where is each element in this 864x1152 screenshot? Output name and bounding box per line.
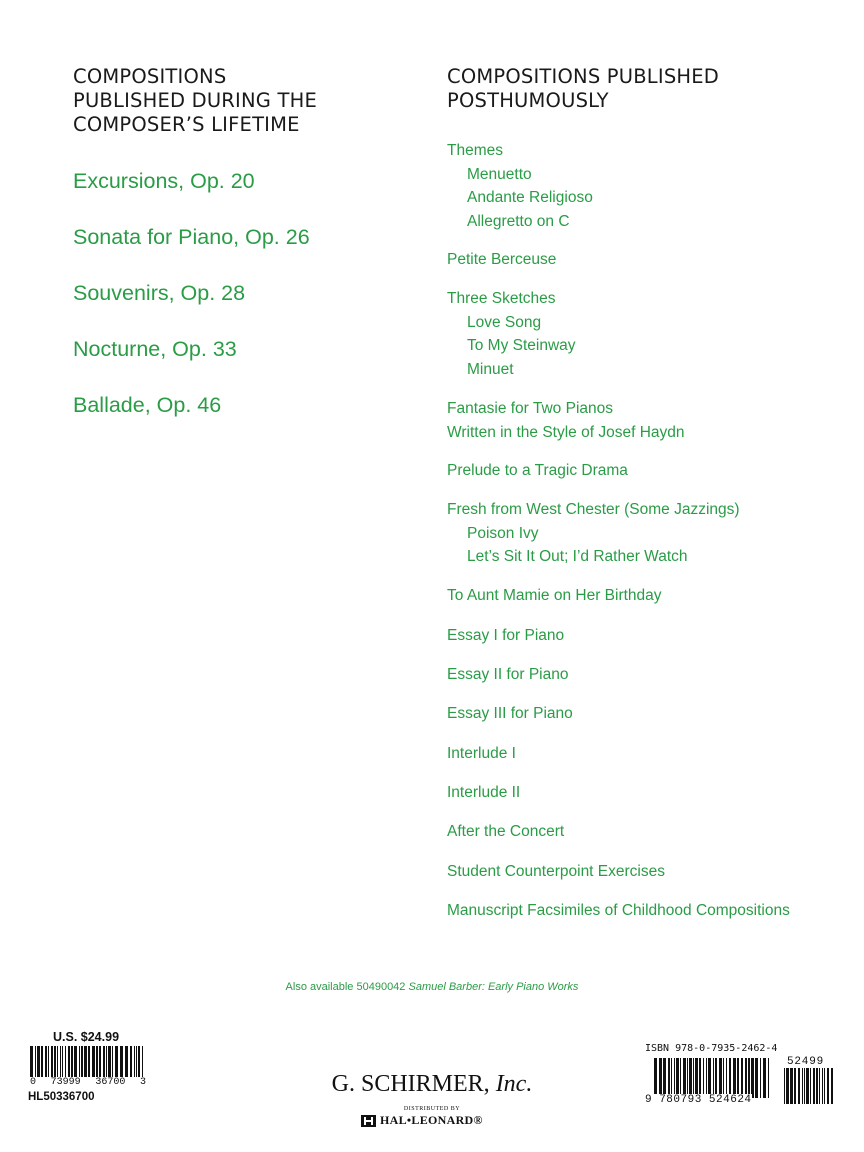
distributed-by-label: DISTRIBUTED BY	[403, 1106, 461, 1112]
price-addon-barcode	[782, 1068, 836, 1104]
price-label: U.S. $24.99	[53, 1030, 120, 1044]
upc-digit-group: 3	[139, 1077, 146, 1088]
composition-title: Essay I for Piano	[447, 627, 565, 644]
barcode-bar	[676, 1058, 679, 1098]
barcode-bar	[683, 1058, 686, 1098]
upc-digit-group: 36700	[95, 1077, 126, 1088]
composition-item: Excursions, Op. 20	[73, 169, 255, 193]
barcode-bar	[751, 1058, 754, 1098]
barcode-bar	[755, 1058, 758, 1098]
heading-line: COMPOSITIONS	[73, 65, 227, 88]
composition-item: Sonata for Piano, Op. 26	[73, 225, 310, 249]
isbn-digits: 9 780793 524624	[645, 1094, 752, 1106]
barcode-bar	[695, 1058, 698, 1098]
barcode-bar	[824, 1068, 825, 1104]
distributor-logo	[361, 1113, 483, 1128]
composition-entry	[447, 781, 520, 805]
composition-entry	[447, 397, 685, 444]
composition-movement: Love Song	[467, 313, 542, 331]
composition-entry	[447, 287, 576, 381]
barcode-bar	[786, 1068, 789, 1104]
publisher-name-suffix: Inc.	[495, 1071, 533, 1097]
hal-leonard-logo-icon	[361, 1115, 376, 1127]
barcode-bar	[822, 1068, 823, 1104]
lifetime-compositions-list	[73, 167, 310, 447]
composition-entry	[447, 584, 662, 608]
composition-title: Student Counterpoint Exercises	[447, 863, 665, 880]
barcode-bar	[804, 1068, 805, 1104]
composition-entry	[447, 139, 593, 233]
barcode-bar	[703, 1058, 704, 1098]
barcode-bar	[723, 1058, 724, 1098]
composition-movement: Minuet	[467, 360, 514, 378]
barcode-bar	[699, 1058, 701, 1098]
composition-title: Interlude II	[447, 784, 521, 801]
composition-movement: Allegretto on C	[467, 212, 570, 230]
barcode-bar	[802, 1068, 803, 1104]
barcode-bar	[798, 1068, 800, 1104]
composition-title: Fresh from West Chester (Some Jazzings)	[447, 501, 740, 518]
isbn-barcode	[652, 1058, 774, 1098]
item-code: HL50336700	[28, 1091, 95, 1103]
barcode-bar	[689, 1058, 692, 1098]
also-available-title: Samuel Barber: Early Piano Works	[408, 981, 579, 993]
composition-item: Souvenirs, Op. 28	[73, 281, 246, 305]
isbn-label: ISBN 978-0-7935-2462-4	[645, 1043, 778, 1054]
barcode-bar	[687, 1058, 688, 1098]
barcode-bar	[733, 1058, 736, 1098]
heading-line: PUBLISHED DURING THE	[73, 89, 317, 112]
also-available-prefix: Also available 50490042	[285, 981, 406, 993]
barcode-bar	[706, 1058, 707, 1098]
barcode-bar	[654, 1058, 657, 1098]
composition-entry	[447, 459, 628, 483]
composition-title: Interlude I	[447, 745, 516, 762]
barcode-bar	[763, 1058, 766, 1098]
composition-title: Prelude to a Tragic Drama	[447, 462, 628, 479]
left-column-heading	[73, 65, 317, 137]
composition-entry	[447, 742, 516, 766]
barcode-bar	[668, 1058, 670, 1098]
composition-title: Manuscript Facsimiles of Childhood Compositions	[447, 902, 790, 919]
right-column-heading	[447, 65, 719, 113]
barcode-bar	[790, 1068, 793, 1104]
composition-entry	[447, 498, 740, 569]
composition-title: Essay II for Piano	[447, 666, 569, 683]
composition-title: Three Sketches	[447, 290, 556, 307]
composition-title: After the Concert	[447, 823, 565, 840]
barcode-bar	[713, 1058, 714, 1098]
heading-line: COMPOSER’S LIFETIME	[73, 113, 300, 136]
barcode-bar	[806, 1068, 809, 1104]
barcode-bar	[729, 1058, 731, 1098]
barcode-bar	[659, 1058, 662, 1098]
barcode-bar	[813, 1068, 815, 1104]
barcode-bar	[819, 1068, 820, 1104]
publisher-name-main: G. SCHIRMER,	[331, 1071, 490, 1097]
barcode-bar	[680, 1058, 681, 1098]
also-available-note	[0, 981, 864, 993]
composition-entry	[447, 248, 556, 272]
barcode-bar	[671, 1058, 672, 1098]
distributor-name: HAL•LEONARD®	[380, 1113, 483, 1127]
barcode-bar	[748, 1058, 750, 1098]
upc-digit-group: 73999	[50, 1077, 81, 1088]
composition-title: To Aunt Mamie on Her Birthday	[447, 587, 662, 604]
barcode-bar	[715, 1058, 717, 1098]
barcode-bar	[708, 1058, 711, 1098]
price-code: 52499	[787, 1056, 825, 1068]
barcode-bar	[693, 1058, 694, 1098]
barcode-bar	[794, 1068, 796, 1104]
barcode-bar	[745, 1058, 747, 1098]
heading-line: POSTHUMOUSLY	[447, 89, 609, 112]
barcode-bar	[726, 1058, 727, 1098]
composition-entry	[447, 899, 790, 923]
barcode-bar	[810, 1068, 811, 1104]
barcode-bar	[768, 1058, 769, 1098]
barcode-bar	[831, 1068, 833, 1104]
composition-entry	[447, 820, 564, 844]
composition-movement: Menuetto	[467, 165, 532, 183]
composition-title: Fantasie for Two Pianos	[447, 400, 613, 417]
composition-movement: Poison Ivy	[467, 524, 539, 542]
barcode-bar	[784, 1068, 785, 1104]
composition-movement: To My Steinway	[467, 337, 576, 354]
composition-movement: Let’s Sit It Out; I’d Rather Watch	[467, 548, 688, 565]
barcode-bar	[760, 1058, 761, 1098]
barcode-bar	[827, 1068, 829, 1104]
heading-line: COMPOSITIONS PUBLISHED	[447, 65, 720, 88]
composition-entry	[447, 624, 564, 648]
barcode-bar	[816, 1068, 818, 1104]
composition-item: Ballade, Op. 46	[73, 393, 222, 417]
composition-movement: Andante Religioso	[467, 189, 593, 206]
composition-entry	[447, 702, 573, 726]
composition-title: Petite Berceuse	[447, 251, 557, 268]
composition-title: Essay III for Piano	[447, 705, 573, 722]
composition-title-continued: Written in the Style of Josef Haydn	[447, 423, 685, 441]
composition-entry	[447, 860, 665, 884]
barcode-bar	[674, 1058, 675, 1098]
composition-title: Themes	[447, 142, 503, 159]
composition-entry	[447, 663, 568, 687]
composition-item: Nocturne, Op. 33	[73, 337, 237, 361]
barcode-bar	[741, 1058, 743, 1098]
barcode-bar	[737, 1058, 739, 1098]
barcode-bar	[719, 1058, 722, 1098]
upc-digit-group: 0	[30, 1077, 37, 1088]
barcode-bar	[663, 1058, 666, 1098]
